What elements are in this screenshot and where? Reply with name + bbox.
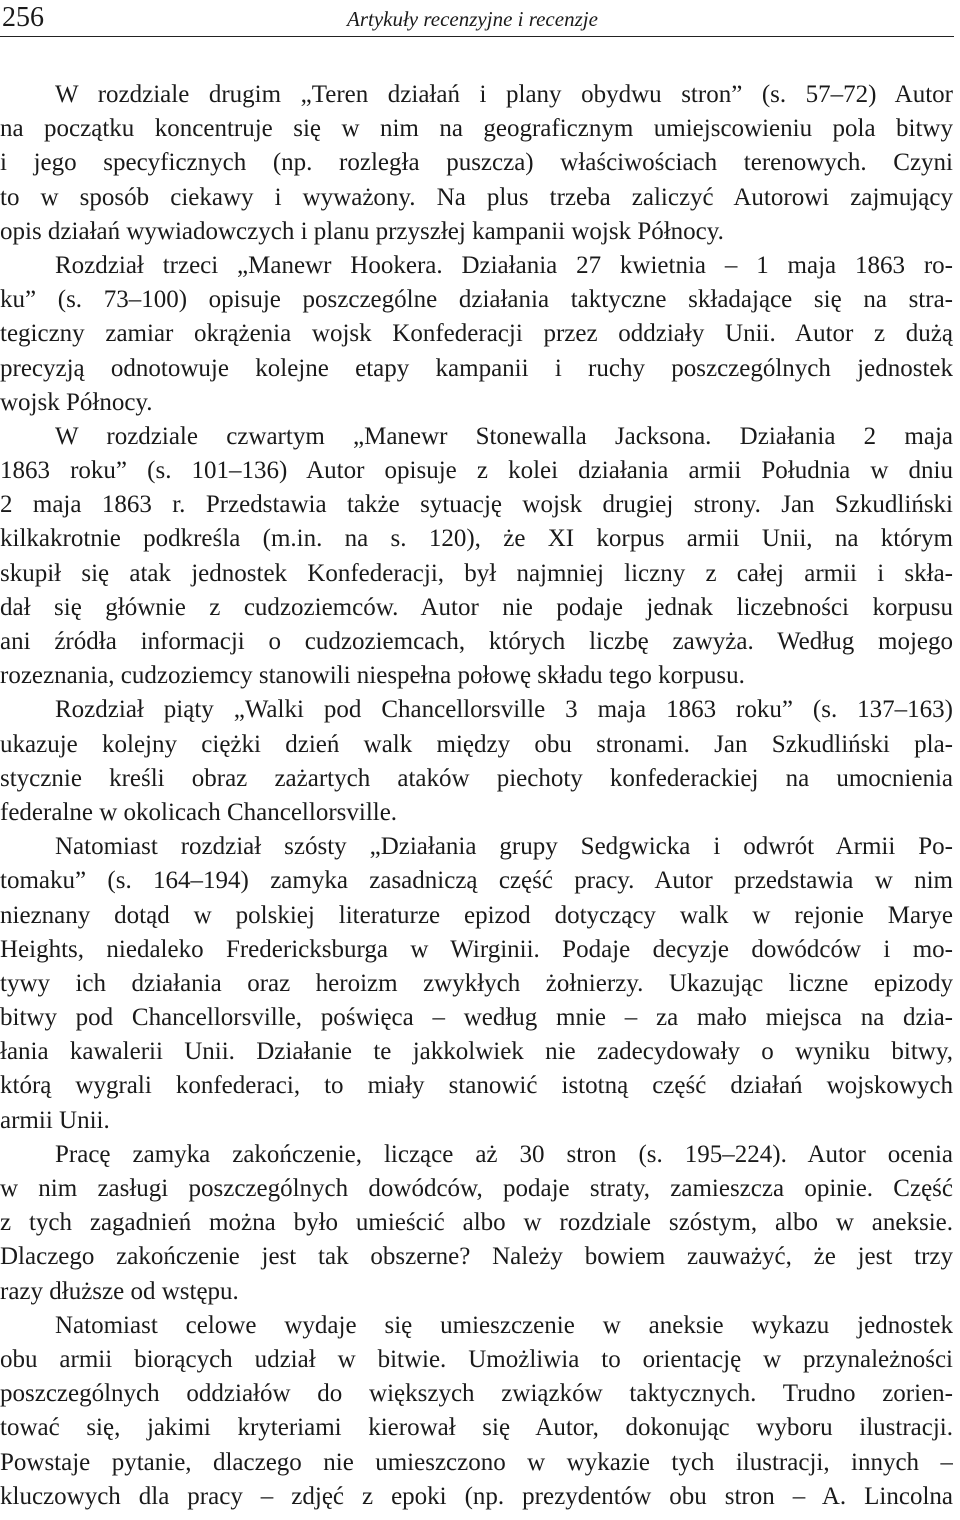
- text-line: tomaku” (s. 164–194) zamyka zasadniczą część pracy. Autor przedstawia w nim: [0, 867, 953, 895]
- text-line: tować się, jakimi kryteriami kierował się Autor, dokonując wyboru ilustracji.: [0, 1414, 953, 1442]
- text-line: rozeznania, cudzoziemcy stanowili niespełna połowę składu tego korpusu.: [0, 662, 745, 690]
- article-body: [0, 78, 953, 1514]
- text-line: W rozdziale drugim „Teren działań i plany obydwu stron” (s. 57–72) Autor: [55, 81, 953, 108]
- text-line: z tych zagadnień można było umieścić albo w rozdziale szóstym, albo w aneksie.: [0, 1209, 953, 1237]
- page-header: [0, 0, 954, 37]
- text-line: federalne w okolicach Chancellorsville.: [0, 798, 398, 826]
- text-line: 1863 roku” (s. 101–136) Autor opisuje z kolei działania armii Południa w dniu: [0, 457, 953, 485]
- text-line: na początku koncentruje się w nim na geograficznym umiejscowieniu pola bitwy: [0, 115, 953, 143]
- running-head: Artykuły recenzyjne i recenzje: [347, 7, 598, 31]
- text-line: ani źródła informacji o cudzoziemcach, których liczbę zawyża. Według mojego: [0, 628, 953, 655]
- text-line: Natomiast celowe wydaje się umieszczenie w aneksie wykazu jednostek: [55, 1311, 953, 1339]
- text-line: armii Unii.: [0, 1106, 110, 1134]
- text-line: precyzją odnotowuje kolejne etapy kampanii i ruchy poszczególnych jednostek: [0, 354, 953, 382]
- text-line: ku” (s. 73–100) opisuje poszczególne działania taktyczne składające się na stra-: [0, 286, 953, 314]
- text-line: skupił się atak jednostek Konfederacji, był najmniej liczny z całej armii i skła-: [0, 559, 953, 587]
- text-line: nieznany dotąd w polskiej literaturze epizod dotyczący walk w rejonie Marye: [0, 901, 953, 929]
- text-line: bitwy pod Chancellorsville, poświęca – według mnie – za mało miejsca na dzia-: [0, 1004, 953, 1032]
- text-line: stycznie kreśli obraz zażartych ataków piechoty konfederackiej na umocnienia: [0, 764, 953, 792]
- text-line: poszczególnych oddziałów do większych związków taktycznych. Trudno zorien-: [0, 1380, 953, 1408]
- text-line: razy dłuższe od wstępu.: [0, 1277, 239, 1305]
- text-line: kilkakrotnie podkreśla (m.in. na s. 120), że XI korpus armii Unii, na którym: [0, 525, 953, 553]
- text-line: wojsk Północy.: [0, 388, 153, 416]
- text-line: obu armii biorących udział w bitwie. Umożliwia to orientację w przynależności: [0, 1345, 953, 1373]
- text-line: Rozdział piąty „Walki pod Chancellorsville 3 maja 1863 roku” (s. 137–163): [55, 696, 953, 724]
- text-line: tegiczny zamiar okrążenia wojsk Konfederacji przez oddziały Unii. Autor z dużą: [0, 320, 953, 348]
- text-line: to w sposób ciekawy i wyważony. Na plus trzeba zaliczyć Autorowi zajmujący: [0, 183, 953, 211]
- text-line: Pracę zamyka zakończenie, liczące aż 30 stron (s. 195–224). Autor ocenia: [55, 1140, 953, 1168]
- text-line: dał się głównie z cudzoziemców. Autor nie podaje jednak liczebności korpusu: [0, 593, 953, 621]
- page-number: 256: [2, 2, 44, 33]
- text-line: Heights, niedaleko Fredericksburga w Wirginii. Podaje decyzje dowódców i mo-: [0, 935, 953, 963]
- text-line: ukazuje kolejny ciężki dzień walk między obu stronami. Jan Szkudliński pla-: [0, 730, 953, 758]
- text-line: którą wygrali konfederaci, to miały stanowić istotną część działań wojskowych: [0, 1072, 953, 1100]
- text-line: Rozdział trzeci „Manewr Hookera. Działania 27 kwietnia – 1 maja 1863 ro-: [55, 251, 953, 279]
- text-line: kluczowych dla pracy – zdjęć z epoki (np. prezydentów obu stron – A. Lincolna: [0, 1482, 953, 1510]
- text-line: opis działań wywiadowczych i planu przyszłej kampanii wojsk Północy.: [0, 217, 724, 245]
- text-line: i jego specyficznych (np. rozległa puszcza) właściwościach terenowych. Czyni: [0, 149, 953, 177]
- text-line: Natomiast rozdział szósty „Działania grupy Sedgwicka i odwrót Armii Po-: [55, 833, 953, 861]
- text-line: w nim zasługi poszczególnych dowódców, podaje straty, zamieszcza opinie. Część: [0, 1175, 953, 1202]
- text-line: Powstaje pytanie, dlaczego nie umieszczono w wykazie tych ilustracji, innych –: [0, 1448, 953, 1476]
- text-line: Dlaczego zakończenie jest tak obszerne? Należy bowiem zauważyć, że jest trzy: [0, 1243, 953, 1271]
- text-line: 2 maja 1863 r. Przedstawia także sytuację wojsk drugiej strony. Jan Szkudliński: [0, 491, 953, 519]
- text-line: tywy ich działania oraz heroizm zwykłych żołnierzy. Ukazując liczne epizody: [0, 969, 953, 997]
- text-line: łania kawalerii Unii. Działanie te jakkolwiek nie zadecydowały o wyniku bitwy,: [0, 1038, 953, 1066]
- text-line: W rozdziale czwartym „Manewr Stonewalla Jacksona. Działania 2 maja: [55, 422, 953, 450]
